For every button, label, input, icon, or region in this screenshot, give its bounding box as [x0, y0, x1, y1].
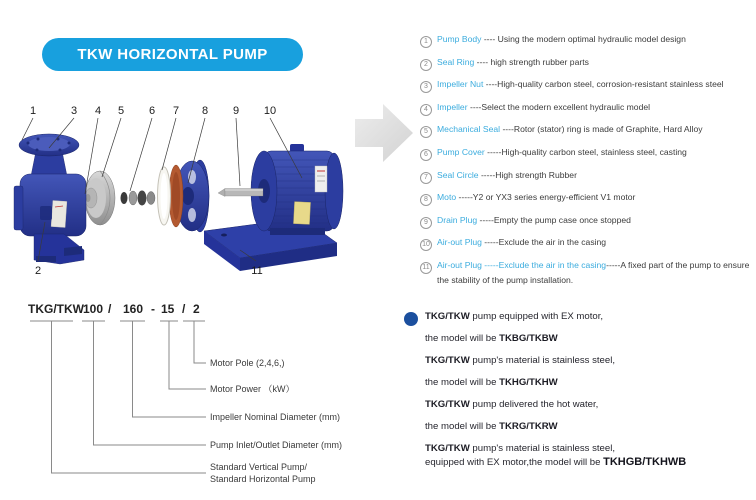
- page-title: TKW HORIZONTAL PUMP: [77, 46, 268, 63]
- pump-body-label: [51, 201, 67, 228]
- breakdown-connectors: [30, 321, 206, 473]
- circled-number: 11: [420, 262, 432, 274]
- list-item: [420, 191, 754, 206]
- part-desc: ----Rotor (stator) ring is made of Graphite, Hard Alloy: [500, 124, 703, 135]
- part-name: Air-out Plug: [437, 237, 482, 248]
- part-desc: ----Select the modern excellent hydraulic model: [467, 101, 651, 112]
- note-model: TKHG/TKHW: [499, 377, 558, 388]
- circled-number: 7: [420, 172, 432, 184]
- part-name: Pump Body: [437, 34, 482, 44]
- impeller: [85, 171, 115, 225]
- note-model: TKRG/TKRW: [499, 421, 558, 432]
- circled-number: 10: [420, 239, 432, 251]
- label-impeller-diam: Impeller Nominal Diameter (mm): [210, 412, 341, 422]
- circled-number: 6: [420, 149, 432, 161]
- note-series: TKG/TKW: [425, 443, 470, 454]
- part-name: Pump Cover: [437, 146, 485, 157]
- model-code-size1: 100: [83, 302, 104, 316]
- bullet-icon: [404, 312, 418, 326]
- circled-number: 2: [420, 59, 432, 71]
- note-series: TKG/TKW: [425, 311, 470, 322]
- note-item: [425, 398, 752, 433]
- parts-legend-list: [420, 33, 754, 294]
- note-item: [425, 442, 752, 469]
- part-name: Seal Circle: [437, 169, 479, 180]
- circled-number: 1: [420, 36, 432, 48]
- note-text: the model will be: [425, 333, 500, 344]
- note-text: pump equipped with EX motor,: [469, 311, 604, 322]
- part-desc: -----Y2 or YX3 series energy-efficient V1 motor: [456, 192, 636, 203]
- list-item: [420, 33, 754, 48]
- label-series-line2: Standard Horizontal Pump: [210, 474, 316, 484]
- note-model: TKHGB/TKHWB: [603, 456, 687, 468]
- callout-11: 11: [251, 265, 263, 277]
- circled-number: 5: [420, 126, 432, 138]
- note-item: [425, 310, 752, 345]
- list-item: [420, 78, 754, 93]
- note-text: the model will be: [425, 421, 500, 432]
- note-text: pump delivered the hot water,: [469, 399, 599, 410]
- list-item: [420, 56, 754, 71]
- note-text: equipped with EX motor,the model will be: [425, 457, 604, 468]
- list-item: [420, 101, 754, 116]
- circled-number: 9: [420, 217, 432, 229]
- pump-body: [14, 134, 86, 264]
- label-motor-power: Motor Power （kW）: [210, 384, 295, 394]
- note-text: pump's material is stainless steel,: [469, 443, 616, 454]
- part-desc: -----Exclude the air in the casing: [481, 237, 607, 248]
- callout-7: 7: [172, 105, 180, 117]
- part-desc: -----High strength Rubber: [478, 169, 577, 180]
- motor: [251, 144, 343, 235]
- model-code-size4: 2: [193, 302, 200, 316]
- model-notes: [400, 305, 752, 478]
- flow-arrow-icon: [350, 95, 425, 175]
- part-name: Seal Ring: [437, 56, 475, 67]
- circled-number: 4: [420, 104, 432, 116]
- gasket-ring: [169, 165, 183, 227]
- part-name: Impeller Nut: [437, 79, 484, 90]
- model-code-sep2: -: [151, 302, 155, 316]
- part-name: Moto: [437, 192, 457, 203]
- part-desc: -----A fixed part of the pump to ensure the stability of the pump installation.: [437, 259, 750, 285]
- callout-4: 4: [94, 105, 102, 117]
- part-name: Impeller: [437, 101, 468, 112]
- part-name: Mechanical Seal: [437, 124, 501, 135]
- motor-white-label: [315, 166, 327, 192]
- list-item: [420, 236, 754, 251]
- list-item: [420, 169, 754, 184]
- motor-yellow-label: [293, 202, 310, 225]
- label-series-line1: Standard Vertical Pump/: [210, 462, 308, 472]
- shaft: [218, 189, 263, 197]
- list-item: [420, 146, 754, 161]
- pump-exploded-diagram: [12, 98, 357, 293]
- model-code-breakdown: [20, 296, 390, 496]
- part-desc: -----High-quality carbon steel, stainless steel, casting: [484, 146, 687, 157]
- label-inlet-diam: Pump Inlet/Outlet Diameter (mm): [210, 440, 343, 450]
- callout-1: 1: [29, 105, 37, 117]
- note-series: TKG/TKW: [425, 355, 470, 366]
- note-text: the model will be: [425, 377, 500, 388]
- callout-5: 5: [117, 105, 125, 117]
- part-desc: -----Empty the pump case once stopped: [477, 214, 631, 225]
- circled-number: 8: [420, 194, 432, 206]
- list-item: [420, 123, 754, 138]
- callout-6: 6: [148, 105, 156, 117]
- note-item: [425, 354, 752, 389]
- callout-3: 3: [70, 105, 78, 117]
- list-item: [420, 214, 754, 229]
- callout-10: 10: [263, 105, 277, 117]
- model-code-size3: 15: [161, 302, 175, 316]
- label-motor-pole: Motor Pole (2,4,6,): [210, 358, 285, 368]
- model-code-sep1: /: [108, 302, 112, 316]
- circled-number: 3: [420, 81, 432, 93]
- part-desc: ---- high strength rubber parts: [474, 56, 589, 67]
- model-code-size2: 160: [123, 302, 144, 316]
- note-text: pump's material is stainless steel,: [469, 355, 616, 366]
- seal-circle: [158, 167, 171, 225]
- model-code-sep3: /: [182, 302, 186, 316]
- mechanical-seal-parts: [121, 191, 156, 206]
- part-desc: ----High-quality carbon steel, corrosion-resistant stainless steel: [483, 79, 724, 90]
- note-model: TKBG/TKBW: [499, 333, 558, 344]
- callout-8: 8: [201, 105, 209, 117]
- part-desc: ---- Using the modern optimal hydraulic model design: [481, 34, 686, 44]
- part-name: Air-out Plug -----Exclude the air in the casing: [437, 259, 607, 270]
- callout-2: 2: [34, 265, 42, 277]
- callout-9: 9: [232, 105, 240, 117]
- list-item: [420, 259, 754, 286]
- note-series: TKG/TKW: [425, 399, 470, 410]
- part-name: Drain Plug: [437, 214, 478, 225]
- title-banner: [42, 38, 303, 71]
- model-code-series: TKG/TKW: [28, 302, 84, 316]
